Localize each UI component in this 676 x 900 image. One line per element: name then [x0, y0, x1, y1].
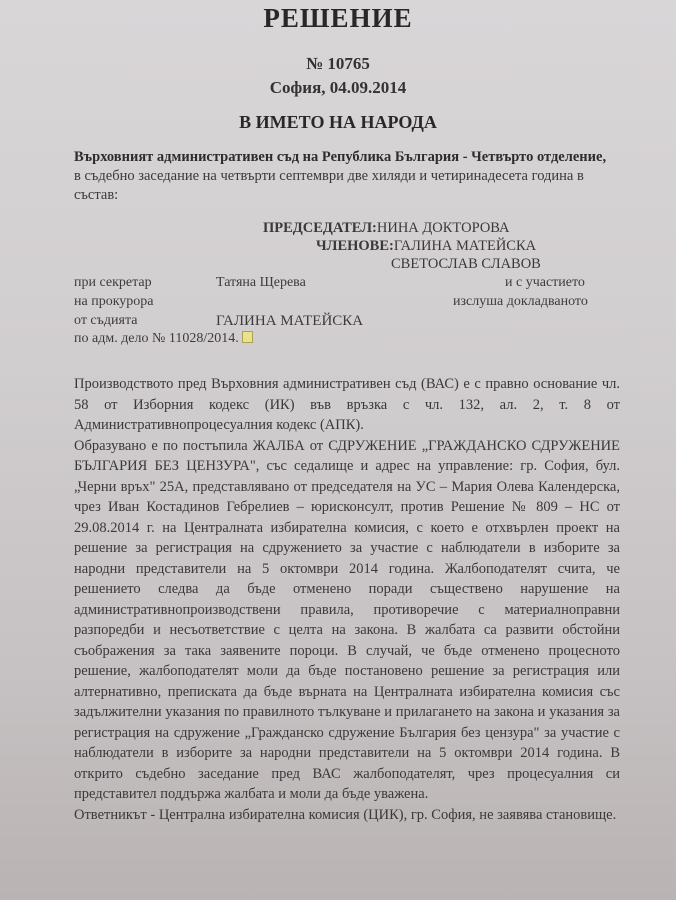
- judge-label: от съдията: [74, 313, 138, 328]
- secretary-name: Татяна Щерева: [216, 275, 306, 290]
- chair-label: ПРЕДСЕДАТЕЛ:: [263, 220, 377, 236]
- place-date: София, 04.09.2014: [269, 78, 407, 97]
- members-label: ЧЛЕНОВЕ:: [316, 238, 394, 254]
- decision-number: № 10765: [306, 54, 370, 73]
- document-title: РЕШЕНИЕ: [263, 3, 413, 33]
- intro-rest: в съдебно заседание на четвърти септември две хиляди и четиринадесета година в състав:: [74, 168, 584, 203]
- chair-line: [263, 220, 510, 237]
- case-number: по адм. дело № 11028/2014.: [74, 331, 239, 346]
- secretary-label: при секретар: [74, 275, 152, 290]
- body-paragraph-legal-basis: Производството пред Върховния административен съд (ВАС) е с правно основание чл. 58 от Изборния кодекс (ИК) във връзка с чл. 132, ал. 2, т. 8 от Административнопроцесуалния кодекс (АПК).: [74, 376, 620, 433]
- member-1: ГАЛИНА МАТЕЙСКА: [393, 238, 537, 254]
- court-name: Върховният административен съд на Република България - Четвърто отделение,: [74, 149, 607, 165]
- member-2: СВЕТОСЛАВ СЛАВОВ: [391, 256, 541, 272]
- body-text: [74, 374, 620, 825]
- note-icon[interactable]: [242, 331, 253, 343]
- participation-text: и с участието: [505, 275, 585, 290]
- body-paragraph-complaint: Образувано е по постъпила ЖАЛБА от СДРУЖЕНИЕ „ГРАЖДАНСКО СДРУЖЕНИЕ БЪЛГАРИЯ БЕЗ ЦЕНЗУРА", със седалище и адрес на управление: гр. София, бул. „Черни връх" 25А, представлявано от председателя на УС – Мария Олева Календерска, чрез Иван Костадинов Гебрелиев – юрисконсулт, против Решение № 809 – НС от 29.08.2014 г. на Централната избирателна комисия, с което е отхвърлен проект на решение за регистрация на сдружението за участие с наблюдатели в изборите за народни представители на 5 октомври 2014 година. Жалбоподателят счита, че решението следва да бъде отменено поради съществено нарушение на административнопроизводствени правила, противоречие с материалноправни разпоредби и несъответствие с целта на закона. В жалбата са развити обстойни съображения за така заявените пороци. В случай, че бъде отменено процесното решение, жалбоподателят моли да бъде постановено решение за регистрация или алтернативно, преписката да бъде върната на Централната избирателна комисия със задължителни указания по правилното тълкуване и прилагането на закона и указания за регистрация на сдружение „Гражданско сдружение България без цензура" за участие с наблюдатели в изборите за народни представители на 5 октомври 2014 година. В открито съдебно заседание пред ВАС жалбоподателят, чрез процесуалния си представител поддържа жалбата и моли да бъде уважена.: [74, 437, 620, 802]
- reporting-text: изслуша докладваното: [453, 294, 588, 309]
- prosecutor-label: на прокурора: [74, 294, 154, 309]
- members-line: [316, 238, 536, 255]
- in-the-name-of-people: В ИМЕТО НА НАРОДА: [239, 112, 437, 132]
- body-paragraph-respondent: Ответникът - Централна избирателна комисия (ЦИК), гр. София, не заявява становище.: [74, 806, 617, 823]
- judge-name: ГАЛИНА МАТЕЙСКА: [216, 313, 364, 329]
- chair-name: НИНА ДОКТОРОВА: [376, 220, 510, 236]
- case-line: [74, 331, 253, 347]
- intro-paragraph: [74, 148, 614, 205]
